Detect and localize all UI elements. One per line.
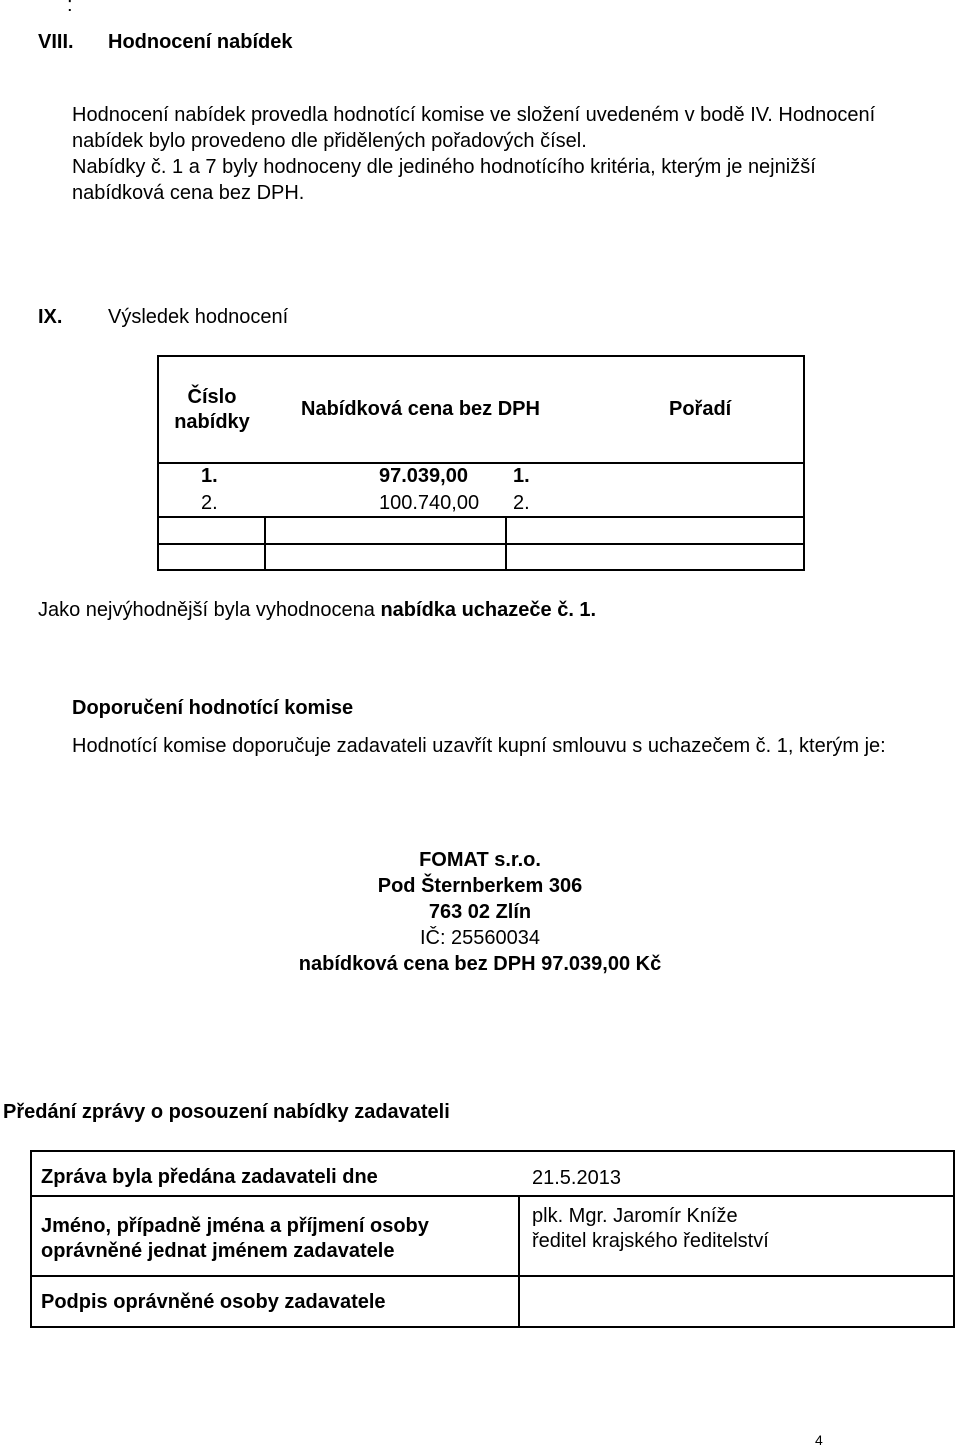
handover-title: Předání zprávy o posouzení nabídky zadavateli: [3, 1101, 450, 1123]
value-line: plk. Mgr. Jaromír Kníže: [532, 1205, 738, 1227]
paragraph-line: Nabídky č. 1 a 7 byly hodnoceny dle jediného hodnotícího kritéria, kterým je nejnižší: [72, 156, 816, 178]
result-text: Jako nejvýhodnější byla vyhodnocena: [38, 599, 381, 621]
paragraph-line: nabídek bylo provedeno dle přidělených pořadových čísel.: [72, 130, 587, 152]
winner-ico: IČ: 25560034: [419, 927, 541, 949]
section-8-paragraph: [72, 102, 934, 206]
result-highlight: nabídka uchazeče č. 1.: [380, 599, 597, 621]
table-cell: 1.: [513, 465, 530, 487]
signature-label: Podpis oprávněné osoby zadavatele: [41, 1291, 386, 1313]
winner-price: nabídková cena bez DPH 97.039,00 Kč: [298, 953, 662, 975]
section-9-number: IX.: [38, 306, 63, 328]
recommendation-title: Doporučení hodnotící komise: [72, 697, 354, 719]
label-line: oprávněné jednat jménem zadavatele: [41, 1240, 395, 1262]
authorized-person-value: [532, 1204, 769, 1254]
section-9-title: Výsledek hodnocení: [108, 306, 289, 328]
table-cell: 100.740,00: [379, 492, 480, 514]
column-header-rank: Pořadí: [669, 398, 732, 420]
handover-date-label: Zpráva byla předána zadavateli dne: [41, 1166, 378, 1188]
evaluation-result: [38, 599, 596, 622]
label-line: Jméno, případně jména a příjmení osoby: [41, 1215, 429, 1237]
recommendation-text: Hodnotící komise doporučuje zadavateli uzavřít kupní smlouvu s uchazečem č. 1, kterým je:: [72, 735, 886, 757]
paragraph-line: Hodnocení nabídek provedla hodnotící komise ve složení uvedeném v bodě IV. Hodnocení: [72, 104, 876, 126]
table-cell: 2.: [513, 492, 530, 514]
table-cell: 1.: [201, 465, 218, 487]
handover-table: [30, 1150, 955, 1328]
section-8-title: Hodnocení nabídek: [108, 31, 293, 53]
top-mark: :: [67, 0, 73, 16]
header-line: nabídky: [174, 411, 250, 433]
handover-date-value: 21.5.2013: [532, 1167, 621, 1189]
table-cell: 97.039,00: [379, 465, 468, 487]
column-header-offer-number: [157, 385, 267, 435]
value-line: ředitel krajského ředitelství: [532, 1230, 769, 1252]
section-8-number: VIII.: [38, 31, 74, 53]
authorized-person-label: [41, 1214, 429, 1264]
table-cell: 2.: [201, 492, 218, 514]
paragraph-line: nabídková cena bez DPH.: [72, 182, 305, 204]
winner-name: FOMAT s.r.o.: [419, 849, 541, 871]
winner-street: Pod Šternberkem 306: [377, 875, 583, 897]
winner-city: 763 02 Zlín: [428, 901, 532, 923]
page-number: 4: [815, 1432, 823, 1448]
column-header-price: Nabídková cena bez DPH: [301, 398, 540, 420]
header-line: Číslo: [187, 386, 237, 408]
results-table: [157, 355, 805, 571]
